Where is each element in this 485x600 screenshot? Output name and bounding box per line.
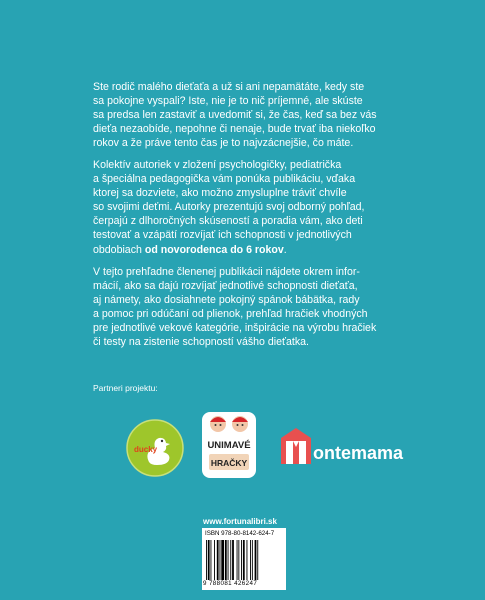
authors-line-4: so svojimi deťmi. Autorky prezentujú svoj odborný pohľad,	[93, 201, 365, 214]
ducky-logo-text: ducky	[134, 445, 158, 454]
age-range-bold: od novorodenca do 6 rokov	[144, 243, 284, 256]
unimave-top-text: UNIMAVÉ	[207, 440, 251, 451]
isbn-text: ISBN 978-80-8142-624-7	[205, 530, 275, 537]
contents-paragraph	[93, 265, 408, 350]
contents-line-5: pre jednotlivé vekové kategórie, inšpirácie na výrobu hračiek	[93, 322, 377, 335]
contents-line-1: V tejto prehľadne členenej publikácii nájdete okrem infor-	[93, 266, 360, 278]
authors-line-6: testovať a vzápätí rozvíjať ich schopnosti v jednotlivých	[93, 229, 352, 242]
intro-line-1: Ste rodič malého dieťaťa a už si ani nepamätáte, kedy ste	[93, 81, 365, 93]
contents-line-3: aj námety, ako dosiahnete pokojný spánok bábätka, rady	[93, 294, 360, 307]
barcode-number: 9 788081 426247	[203, 580, 258, 587]
intro-line-5: rokov a že práve tento čas je to najvzácnejšie, čo máte.	[93, 137, 354, 150]
intro-line-3: sa predsa len zastaviť a uvedomiť si, že čas, keď sa bez vás	[93, 109, 377, 122]
publisher-website: www.fortunalibri.sk	[203, 517, 277, 526]
authors-line-7	[93, 243, 408, 257]
intro-line-2: sa pokojne vyspali? Iste, nie je to nič príjemné, ale skúste	[93, 95, 363, 108]
unimave-hracky-logo	[200, 408, 258, 482]
authors-line-1: Kolektív autoriek v zložení psychologičky, pediatrička	[93, 159, 342, 171]
partners-label: Partneri projektu:	[93, 383, 158, 393]
contents-line-2: mácií, ako sa dajú rozvíjať jednotlivé schopnosti dieťaťa,	[93, 280, 358, 293]
authors-line-2: a špeciálna pedagogička vám ponúka publikáciu, vďaka	[93, 173, 356, 186]
authors-paragraph	[93, 158, 408, 257]
montemama-text: ontemama	[313, 443, 404, 463]
contents-line-4: a pomoc pri odúčaní od plienok, prehľad hračiek vhodných	[93, 308, 368, 321]
authors-line-3: ktorej sa dozviete, ako možno zmysluplne tráviť chvíle	[93, 187, 347, 200]
intro-paragraph	[93, 80, 408, 150]
ducky-logo	[125, 418, 185, 478]
barcode-bars	[204, 540, 284, 580]
authors-line-7-end: .	[283, 243, 287, 256]
isbn-barcode	[202, 528, 286, 590]
intro-line-4: dieťa nezaobíde, nepohne či nenaje, bude trvať iba niekoľko	[93, 123, 376, 136]
contents-line-6: či testy na zistenie schopností vášho dieťatka.	[93, 336, 309, 349]
montemama-logo	[278, 424, 404, 470]
authors-line-5: čerpajú z dlhoročných skúseností a poradia vám, ako deti	[93, 215, 363, 228]
authors-line-7-start: obdobiach	[93, 243, 145, 256]
unimave-bottom-text: HRAČKY	[210, 458, 248, 468]
